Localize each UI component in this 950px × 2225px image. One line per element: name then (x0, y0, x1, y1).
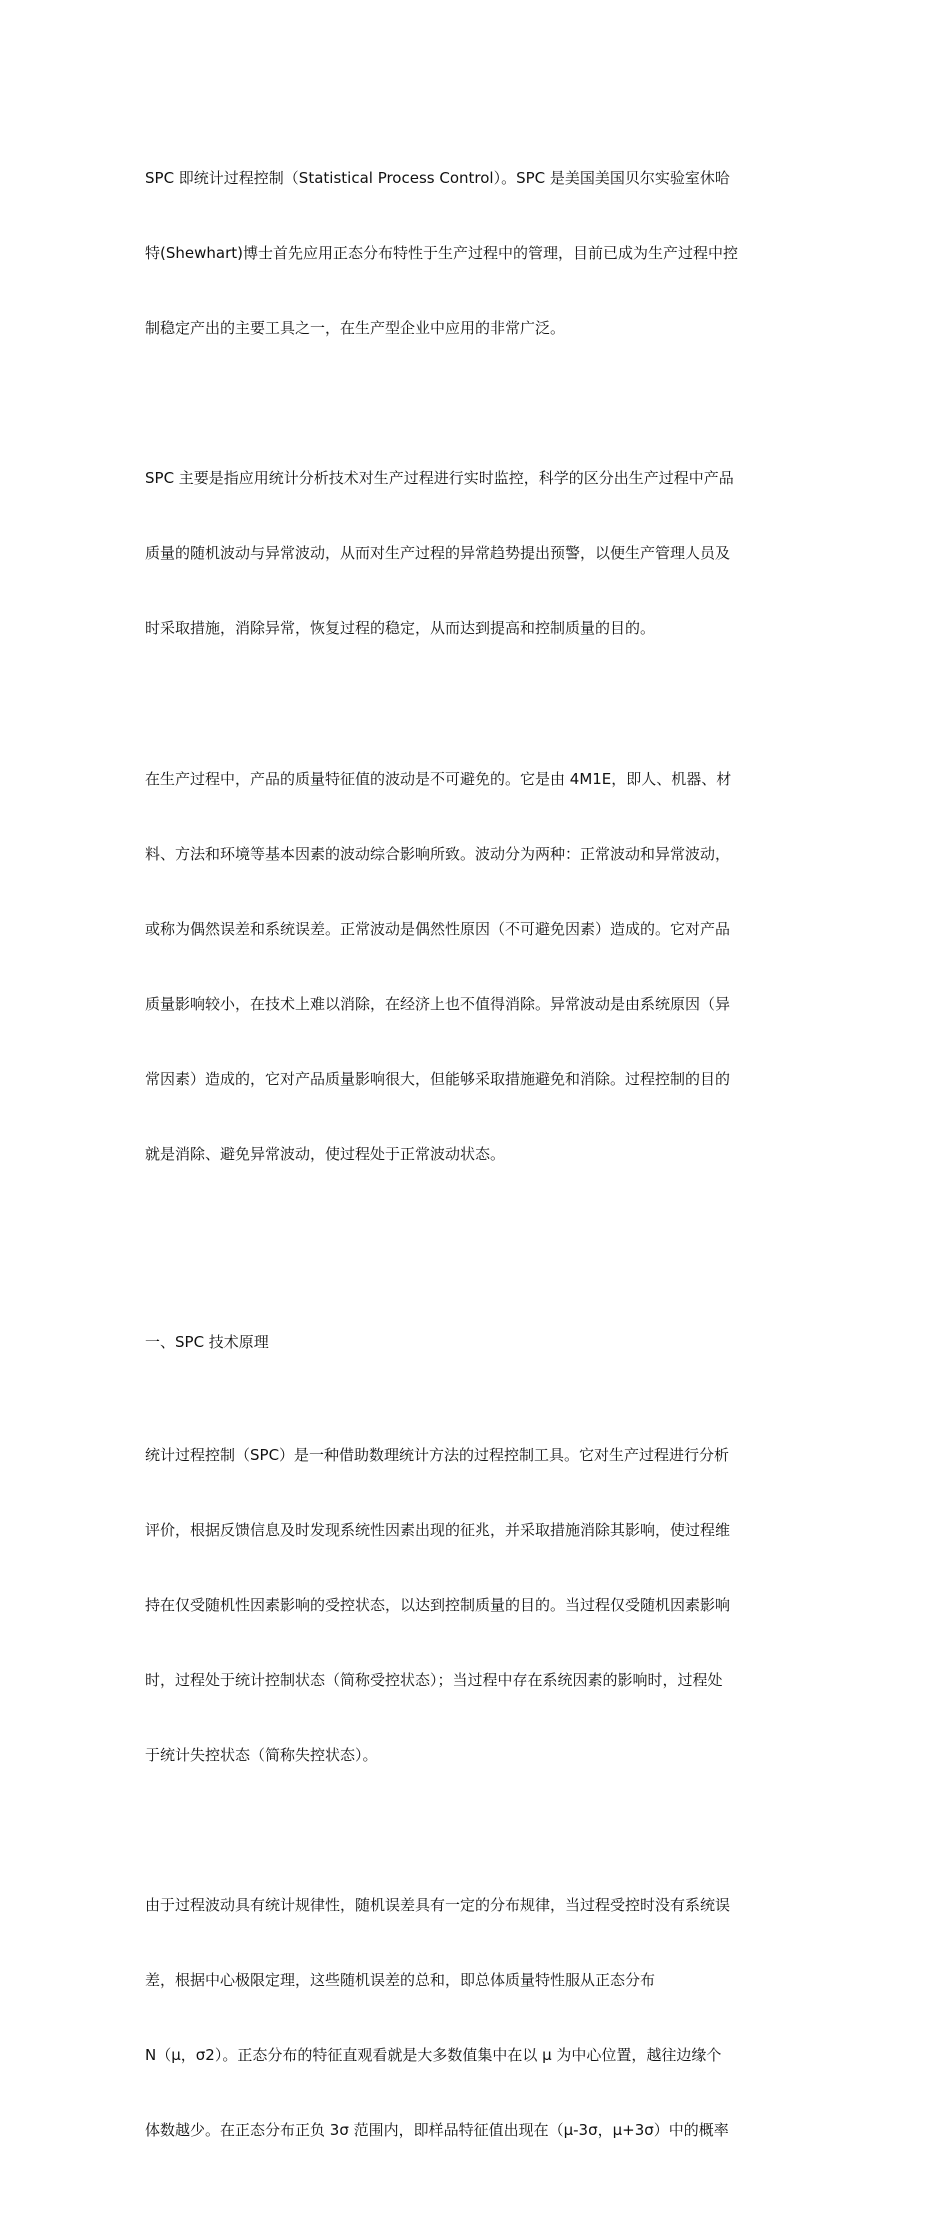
text-line: N（μ，σ2）。正态分布的特征直观看就是大多数值集中在以 μ 为中心位置，越往边缘个 (145, 2046, 722, 2064)
text-line: 持在仅受随机性因素影响的受控状态，以达到控制质量的目的。当过程仅受随机因素影响 (145, 1595, 731, 1614)
text-line: 质量的随机波动与异常波动，从而对生产过程的异常趋势提出预警，以便生产管理人员及 (145, 544, 731, 562)
section-heading: 一、SPC 技术原理 (145, 1332, 269, 1351)
text-line: 体数越少。在正态分布正负 3σ 范围内，即样品特征值出现在（μ-3σ，μ+3σ）中的概率 (145, 2121, 729, 2139)
text-line: 评价，根据反馈信息及时发现系统性因素出现的征兆，并采取措施消除其影响，使过程维 (145, 1520, 731, 1539)
text-line: 质量影响较小，在技术上难以消除，在经济上也不值得消除。异常波动是由系统原因（异 (145, 994, 731, 1013)
text-line: SPC 即统计过程控制（Statistical Process Control）。SPC 是美国美国贝尔实验室休哈 (145, 168, 730, 187)
text-line: 常因素）造成的，它对产品质量影响很大，但能够采取措施避免和消除。过程控制的目的 (145, 1069, 731, 1088)
paragraph-normal-distribution (145, 1850, 810, 2188)
text-line: 由于过程波动具有统计规律性，随机误差具有一定的分布规律，当过程受控时没有系统误 (145, 1896, 731, 1914)
text-line: 于统计失控状态（简称失控状态）。 (145, 1745, 378, 1764)
text-line: 就是消除、避免异常波动，使过程处于正常波动状态。 (145, 1144, 506, 1163)
text-line: 差，根据中心极限定理，这些随机误差的总和，即总体质量特性服从正态分布 (145, 1971, 656, 1989)
text-line: 在生产过程中，产品的质量特征值的波动是不可避免的。它是由 4M1E，即人、机器、材 (145, 769, 732, 788)
paragraph-spc-principle (145, 1399, 810, 1812)
text-line: 时，过程处于统计控制状态（简称受控状态）；当过程中存在系统因素的影响时，过程处 (145, 1670, 723, 1689)
text-line: 或称为偶然误差和系统误差。正常波动是偶然性原因（不可避免因素）造成的。它对产品 (145, 919, 731, 938)
paragraph-variation (145, 723, 810, 1211)
text-line: 制稳定产出的主要工具之一，在生产型企业中应用的非常广泛。 (145, 318, 566, 337)
text-line: 统计过程控制（SPC）是一种借助数理统计方法的过程控制工具。它对生产过程进行分析 (145, 1445, 730, 1464)
text-line: 料、方法和环境等基本因素的波动综合影响所致。波动分为两种：正常波动和异常波动， (145, 844, 731, 863)
paragraph-spc-definition (145, 122, 810, 385)
document-page (145, 122, 810, 2225)
text-line: SPC 主要是指应用统计分析技术对生产过程进行实时监控，科学的区分出生产过程中产品 (145, 469, 734, 487)
text-line: 特(Shewhart)博士首先应用正态分布特性于生产过程中的管理，目前已成为生产过程中控 (145, 243, 738, 262)
paragraph-spc-purpose (145, 423, 810, 686)
text-line: 时采取措施，消除异常，恢复过程的稳定，从而达到提高和控制质量的目的。 (145, 619, 656, 637)
